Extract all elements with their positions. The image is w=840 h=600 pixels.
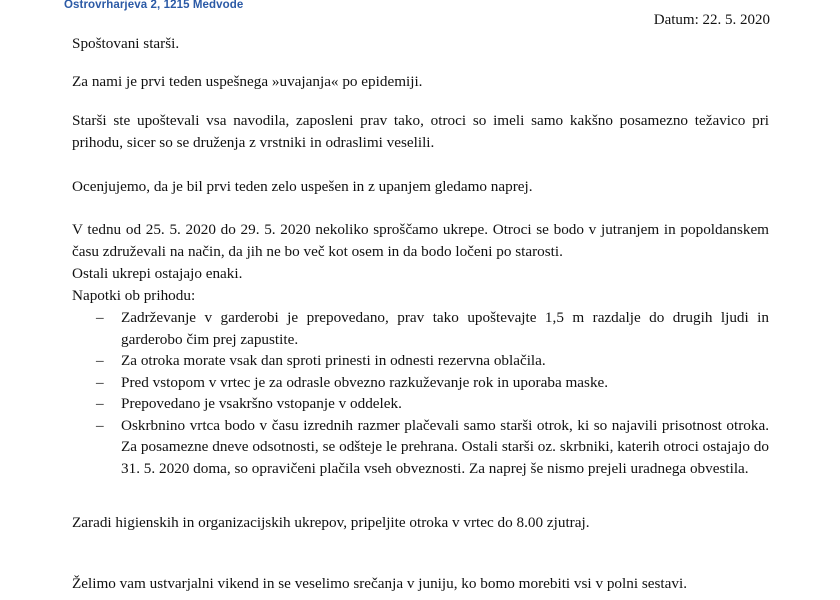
list-item-text: Oskrbnino vrtca bodo v času izrednih razmer plačevali samo starši otrok, ki so najavili prisotnost otroka. Za posamezne dneve odsotnosti, se odšteje le prehrana. Ostali starši oz. skrbniki, katerih otroci ostajajo do 31. 5. 2020 doma, so opravičeni plačila vseh obveznosti. Za naprej še nismo prejeli uradnega obvestila. [121, 416, 769, 477]
list-item [72, 350, 769, 372]
list-item [72, 307, 769, 350]
paragraph-closing: Želimo vam ustvarjalni vikend in se veselimo srečanja v juniju, ko bomo morebiti vsi v polni sestavi. [72, 575, 687, 592]
letter-date: Datum: 22. 5. 2020 [653, 12, 770, 28]
dash-bullet: – [96, 395, 104, 412]
list-item [72, 415, 769, 480]
header-address: Ostrovrharjeva 2, 1215 Medvode [64, 0, 244, 11]
paragraph-parents: Starši ste upoštevali vsa navodila, zaposleni prav tako, otroci so imeli samo kakšno posamezno težavico pri prihodu, sicer so se druženja z vrstniki in odraslimi veselili. [72, 112, 769, 151]
greeting: Spoštovani starši. [72, 35, 180, 52]
list-item [72, 372, 769, 394]
paragraph-assessment: Ocenjujemo, da je bil prvi teden zelo uspešen in z upanjem gledamo naprej. [72, 178, 533, 195]
instructions-title: Napotki ob prihodu: [72, 287, 196, 304]
dash-bullet: – [96, 309, 104, 326]
list-item-text: Prepovedano je vsakršno vstopanje v oddelek. [121, 395, 402, 412]
dash-bullet: – [96, 352, 104, 369]
list-item-text: Za otroka morate vsak dan sproti prinesti in odnesti rezervna oblačila. [121, 352, 546, 369]
paragraph-other-measures: Ostali ukrepi ostajajo enaki. [72, 265, 243, 282]
dash-bullet: – [96, 416, 104, 434]
list-item-text: Zadrževanje v garderobi je prepovedano, prav tako upoštevajte 1,5 m razdalje do drugih ljudi in garderobo čim prej zapustite. [121, 309, 769, 348]
paragraph-measures: V tednu od 25. 5. 2020 do 29. 5. 2020 nekoliko sproščamo ukrepe. Otroci se bodo v jutranjem in popoldanskem času združevali na način, da jih ne bo več kot osem in da bodo ločeni po starosti. [72, 221, 769, 260]
paragraph-intro: Za nami je prvi teden uspešnega »uvajanja« po epidemiji. [72, 73, 423, 90]
list-item-text: Pred vstopom v vrtec je za odrasle obvezno razkuževanje rok in uporaba maske. [121, 373, 609, 391]
list-item [72, 393, 769, 415]
dash-bullet: – [96, 373, 104, 391]
paragraph-arrival-time: Zaradi higienskih in organizacijskih ukrepov, pripeljite otroka v vrtec do 8.00 zjutraj. [72, 514, 590, 531]
instructions-list [72, 307, 769, 479]
